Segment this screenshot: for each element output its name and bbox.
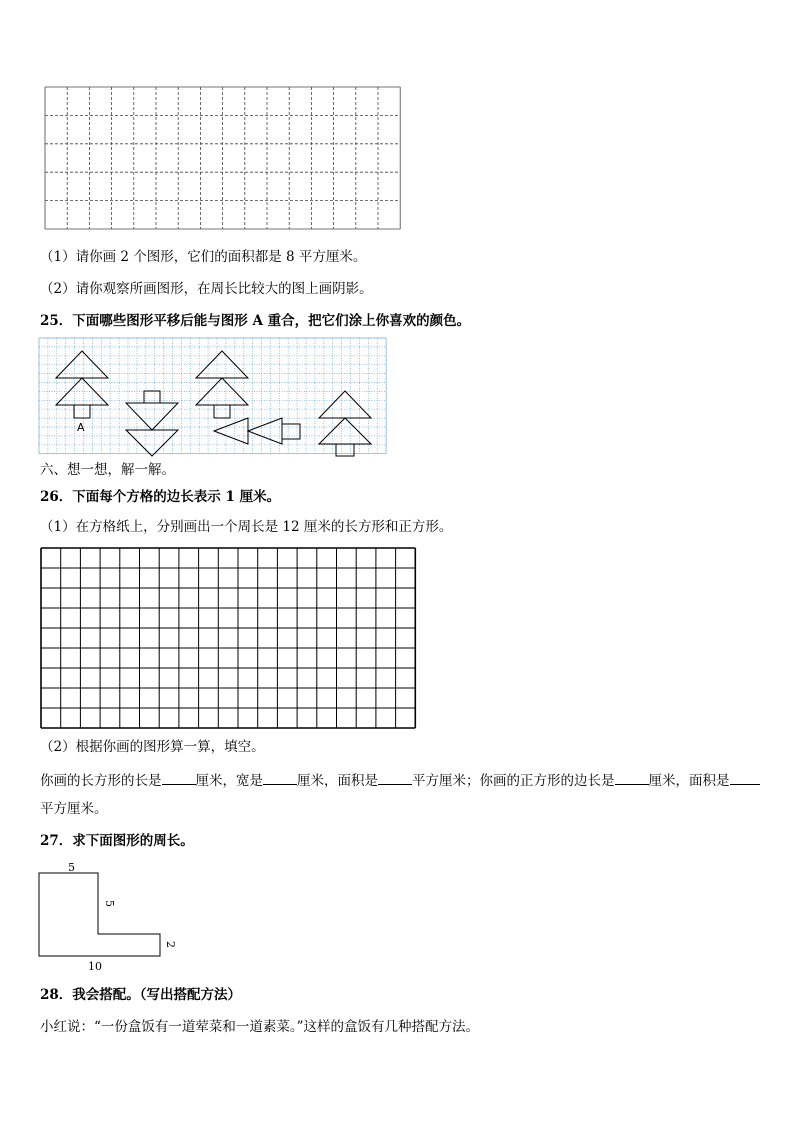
dim-step-label: 2 [164, 941, 177, 948]
fill-text-3: 厘米，面积是 [297, 773, 378, 789]
dim-top-label: 5 [68, 861, 75, 874]
q28-title: 28．我会搭配。（写出搭配方法） [40, 987, 242, 1003]
dim-bottom-label: 10 [88, 960, 102, 973]
q27-title: 27．求下面图形的周长。 [40, 833, 194, 849]
q26-sub1: （1）在方格纸上，分别画出一个周长是 12 厘米的长方形和正方形。 [40, 519, 453, 535]
fill-text-5: 厘米，面积是 [648, 773, 730, 789]
fill-text-2: 厘米，宽是 [195, 773, 263, 789]
q24-sub2: （2）请你观察所画图形，在周长比较大的图上画阴影。 [40, 281, 373, 297]
section6-title: 六、想一想，解一解。 [40, 462, 175, 478]
q24-sub1: （1）请你画 2 个图形，它们的面积都是 8 平方厘米。 [40, 249, 367, 265]
shape-a-label: A [77, 421, 85, 434]
q25-title: 25．下面哪些图形平移后能与图形 A 重合，把它们涂上你喜欢的颜色。 [40, 313, 471, 329]
dim-right-label: 5 [103, 900, 116, 907]
q26-fill-line2: 平方厘米。 [40, 801, 108, 817]
q26-sub2: （2）根据你画的图形算一算，填空。 [40, 739, 265, 755]
q28-body: 小红说：“一份盒饭有一道荤菜和一道素菜。”这样的盒饭有几种搭配方法。 [40, 1019, 480, 1035]
fill-text-4: 平方厘米；你画的正方形的边长是 [412, 773, 615, 789]
q26-title: 26．下面每个方格的边长表示 1 厘米。 [40, 489, 281, 505]
fill-text-1: 你画的长方形的长是 [40, 773, 162, 789]
